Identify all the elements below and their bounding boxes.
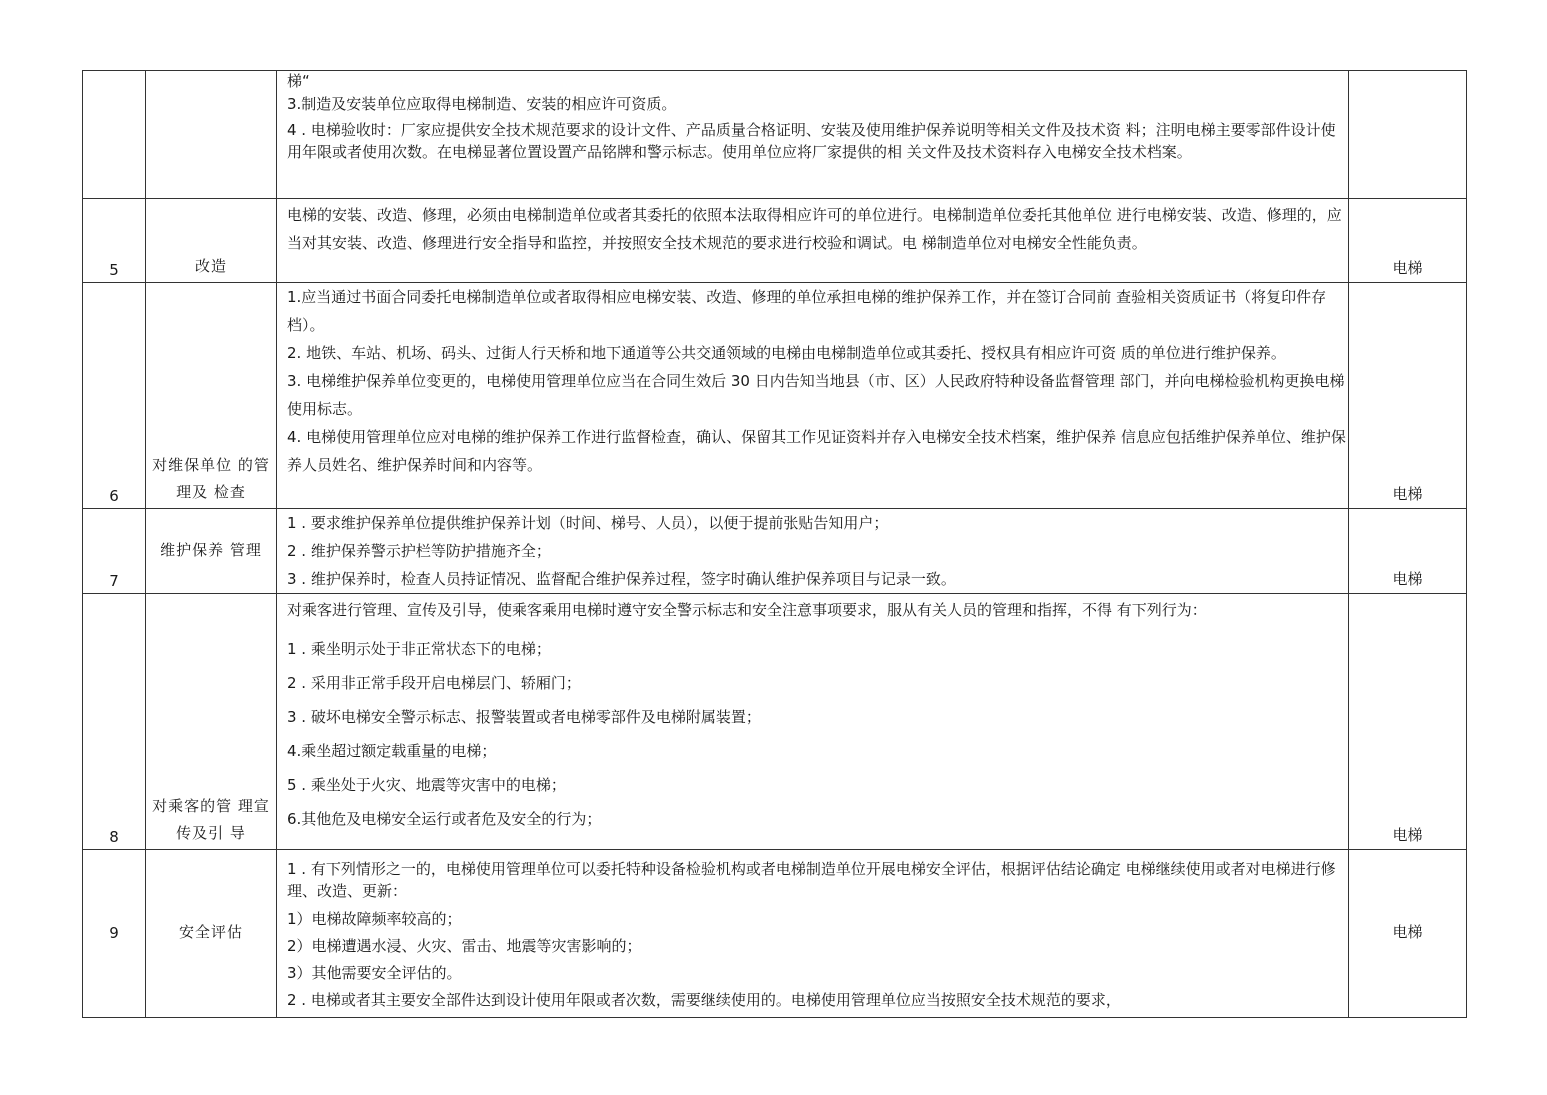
row-category: 电梯 xyxy=(1349,594,1467,850)
content-line: 2 . 采用非正常手段开启电梯层门、轿厢门； xyxy=(287,674,581,692)
row-item: 对维保单位 的管理及 检查 xyxy=(146,283,277,509)
content-line: 3 . 破坏电梯安全警示标志、报警装置或者电梯零部件及电梯附属装置； xyxy=(287,708,761,726)
row-category xyxy=(1349,71,1467,199)
content-line: 1 . 乘坐明示处于非正常状态下的电梯； xyxy=(287,640,551,658)
table-row xyxy=(83,71,1467,199)
row-category: 电梯 xyxy=(1349,850,1467,1018)
row-item: 安全评估 xyxy=(146,850,277,1018)
table-row xyxy=(83,850,1467,1018)
content-line: 1 . 有下列情形之一的，电梯使用管理单位可以委托特种设备检验机构或者电梯制造单位开展电梯安全评估，根据评估结论确定 电梯继续使用或者对电梯进行修理、改造、更新： xyxy=(287,860,1336,900)
row-content xyxy=(277,71,1349,199)
row-number: 8 xyxy=(83,594,146,850)
row-number: 5 xyxy=(83,199,146,283)
row-category: 电梯 xyxy=(1349,283,1467,509)
content-line: 3.制造及安装单位应取得电梯制造、安装的相应许可资质。 xyxy=(287,95,677,113)
table-row xyxy=(83,594,1467,850)
row-category: 电梯 xyxy=(1349,199,1467,283)
row-content xyxy=(277,509,1349,594)
row-item: 维护保养 管理 xyxy=(146,509,277,594)
content-line: 4. 电梯使用管理单位应对电梯的维护保养工作进行监督检查，确认、保留其工作见证资料并存入电梯安全技术档案，维护保养 信息应包括维护保养单位、维护保养人员姓名、维护保养时间和内容等。 xyxy=(287,428,1346,474)
content-line: 3. 电梯维护保养单位变更的，电梯使用管理单位应当在合同生效后 30 日内告知当地县（市、区）人民政府特种设备监督管理 部门，并向电梯检验机构更换电梯使用标志。 xyxy=(287,372,1345,418)
row-content xyxy=(277,283,1349,509)
row-category: 电梯 xyxy=(1349,509,1467,594)
row-number xyxy=(83,71,146,199)
elevator-management-table xyxy=(82,70,1467,1018)
content-line: 3）其他需要安全评估的。 xyxy=(287,964,462,982)
table-row xyxy=(83,283,1467,509)
row-content xyxy=(277,850,1349,1018)
content-line: 2. 地铁、车站、机场、码头、过街人行天桥和地下通道等公共交通领域的电梯由电梯制造单位或其委托、授权具有相应许可资 质的单位进行维护保养。 xyxy=(287,344,1286,362)
content-line: 对乘客进行管理、宣传及引导，使乘客乘用电梯时遵守安全警示标志和安全注意事项要求，服从有关人员的管理和指挥，不得 有下列行为： xyxy=(287,601,1207,619)
content-line: 2 . 维护保养警示护栏等防护措施齐全； xyxy=(287,542,551,560)
row-item: 对乘客的管 理宣传及引 导 xyxy=(146,594,277,850)
content-line: 5 . 乘坐处于火灾、地震等灾害中的电梯； xyxy=(287,776,566,794)
row-number: 6 xyxy=(83,283,146,509)
row-item xyxy=(146,71,277,199)
content-line: 1 . 要求维护保养单位提供维护保养计划（时间、梯号、人员），以便于提前张贴告知用户； xyxy=(287,514,889,532)
row-number: 9 xyxy=(83,850,146,1018)
content-line: 1.应当通过书面合同委托电梯制造单位或者取得相应电梯安装、改造、修理的单位承担电梯的维护保养工作，并在签订合同前 查验相关资质证书（将复印件存档）。 xyxy=(287,288,1327,334)
content-line: 4 . 电梯验收时：厂家应提供安全技术规范要求的设计文件、产品质量合格证明、安装及使用维护保养说明等相关文件及技术资 料；注明电梯主要零部件设计使用年限或者使用次数。在电梯显著位置设置产品铭牌和警示标志。使用单位应将厂家提供的相 关文件及技术资料存入电梯安全技术档案。 xyxy=(287,121,1336,161)
table-row xyxy=(83,509,1467,594)
content-line: 梯“ xyxy=(287,72,310,90)
row-item: 改造 xyxy=(146,199,277,283)
row-content xyxy=(277,594,1349,850)
row-content xyxy=(277,199,1349,283)
content-line: 4.乘坐超过额定载重量的电梯； xyxy=(287,742,497,760)
content-line: 3 . 维护保养时，检查人员持证情况、监督配合维护保养过程，签字时确认维护保养项目与记录一致。 xyxy=(287,570,956,588)
content-line: 2）电梯遭遇水浸、火灾、雷击、地震等灾害影响的； xyxy=(287,937,642,955)
content-line: 电梯的安装、改造、修理，必须由电梯制造单位或者其委托的依照本法取得相应许可的单位进行。电梯制造单位委托其他单位 进行电梯安装、改造、修理的，应当对其安装、改造、修理进行安全指导和监控，并按照安全技术规范的要求进行校验和调试。电 梯制造单位对电梯安全性能负责。 xyxy=(287,206,1342,252)
row-number: 7 xyxy=(83,509,146,594)
content-line: 2 . 电梯或者其主要安全部件达到设计使用年限或者次数，需要继续使用的。电梯使用管理单位应当按照安全技术规范的要求， xyxy=(287,991,1121,1009)
table-row xyxy=(83,199,1467,283)
content-line: 6.其他危及电梯安全运行或者危及安全的行为； xyxy=(287,810,602,828)
content-line: 1）电梯故障频率较高的； xyxy=(287,910,462,928)
